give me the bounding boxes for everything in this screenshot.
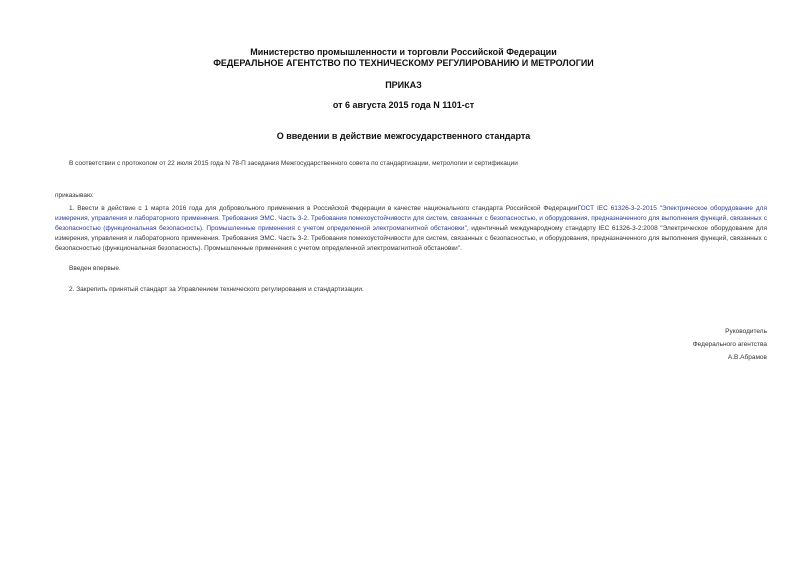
agency-name: ФЕДЕРАЛЬНОЕ АГЕНТСТВО ПО ТЕХНИЧЕСКОМУ РЕГУЛИРОВАНИЮ И МЕТРОЛОГИИ xyxy=(213,58,594,68)
order-date-number: от 6 августа 2015 года N 1101-ст xyxy=(332,100,475,110)
signature-role: Руководитель xyxy=(725,328,767,335)
ministry-name: Министерство промышленности и торговли Российской Федерации xyxy=(250,47,557,57)
order-title: О введении в действие межгосударственного стандарта xyxy=(276,131,531,141)
item-1-lead: 1. Ввести в действие с 1 марта 2016 года для добровольного применения в Российской Федерации в качестве национального стандарта Российской Федерации xyxy=(69,205,578,212)
gost-standard-link[interactable]: ГОСТ IEC 61326-3-2-2015 "Электрическое оборудование для измерения, управления и лабораторного применения. Требования ЭМС. Часть 3-2. Требования помехоустойчивости для систем, связанных с безопасностью, и оборудования, предназначенного для выполнения функций, связанных с безопасностью (функциональная безопасность). Промышленные применения с учетом определенной электромагнитной обстановки" xyxy=(55,205,767,232)
order-heading: ПРИКАЗ xyxy=(385,80,422,90)
preamble-paragraph: В соответствии с протоколом от 22 июля 2015 года N 78-П заседания Межгосударственного совета по стандартизации, метрологии и сертификации xyxy=(69,160,518,167)
signature-agency: Федерального агентства xyxy=(692,341,767,348)
item-1-paragraph xyxy=(55,204,767,254)
item-1-tail: , идентичный международному стандарту IEC 61326-3-2:2008 "Электрическое оборудование для измерения, управления и лабораторного применения. Требования ЭМС. Часть 3-2. Требования помехоустойчивости для систем, связанных с безопасностью, и оборудования, предназначенного для выполнения функций, связанных с безопасностью (функциональная безопасность). Промышленные применения с учетом определенной электромагнитной обстановки". xyxy=(55,225,767,252)
introduced-note: Введен впервые. xyxy=(69,265,121,272)
order-word: приказываю: xyxy=(55,192,94,199)
item-2-paragraph: 2. Закрепить принятый стандарт за Управлением технического регулирования и стандартизации. xyxy=(69,286,364,293)
signature-name: А.В.Абрамов xyxy=(727,354,767,361)
